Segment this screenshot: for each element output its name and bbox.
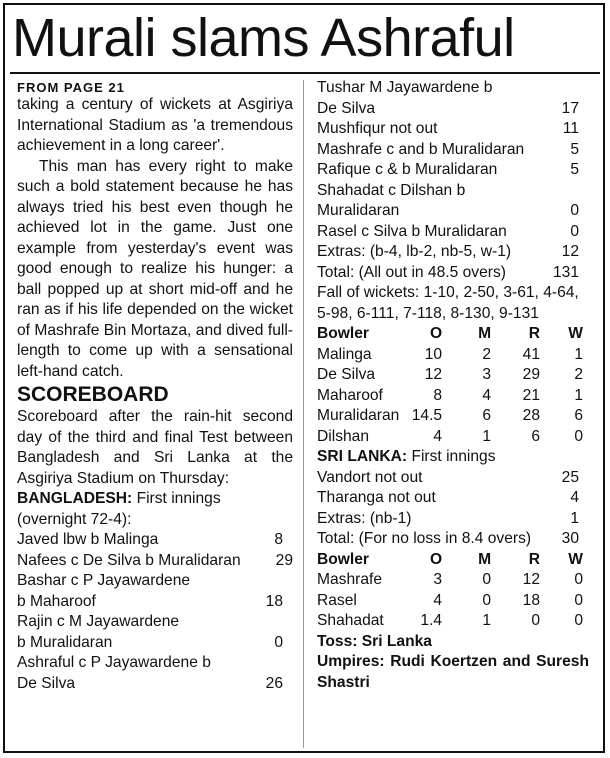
overs: 14.5 <box>411 407 443 424</box>
bowler: Mashrafe <box>317 571 383 588</box>
batting-row <box>317 488 589 509</box>
wickets: 1 <box>574 345 583 363</box>
paragraph-1: taking a century of wickets at Asgiriya International Stadium as 'a tremendous achievement in a long career'. <box>17 96 293 154</box>
scoreboard-intro: Scoreboard after the rain-hit second day of the third and final Test between Bangladesh and Sri Lanka at the Asgiriya Stadium on Thursday: <box>17 408 293 487</box>
paragraph-2: This man has every right to make such a bold statement because he has always tried his best even though he achieved lot in the game. Just one example from yesterday's event was good enough to realize his hunger: a ball popped up at short mid-off and he ran as if his life depended on the wicket of Mashrafe Bin Mortaza, and dived full-length to come up with a sensational left-hand catch. <box>17 157 293 380</box>
runs: 26 <box>265 674 283 692</box>
umpires: Umpires: Rudi Koertzen and Suresh Shastri <box>317 653 589 691</box>
runs: 0 <box>531 612 541 629</box>
batsman: Javed lbw b Malinga <box>17 531 159 548</box>
runs: 0 <box>570 222 579 240</box>
runs: 18 <box>522 591 541 609</box>
wickets: 6 <box>574 407 583 424</box>
headline: Murali slams Ashraful <box>12 8 515 68</box>
bowling-header-row <box>317 550 589 571</box>
maidens: 1 <box>482 427 492 445</box>
overs-header: O <box>429 325 443 342</box>
extras-label: Extras: (nb-1) <box>317 509 412 527</box>
column-divider <box>303 80 304 748</box>
total-runs: 30 <box>561 530 579 547</box>
runs: 21 <box>522 386 541 404</box>
batting-row <box>317 99 589 120</box>
wickets-header: W <box>568 325 583 342</box>
extras-row <box>317 242 589 263</box>
headline-rule <box>10 72 600 74</box>
maidens: 4 <box>482 386 492 404</box>
team-name: SRI LANKA: <box>317 448 408 465</box>
runs-header: R <box>528 325 541 342</box>
maidens: 0 <box>482 571 492 588</box>
runs: 8 <box>274 531 283 548</box>
overs: 10 <box>424 345 443 363</box>
runs: 0 <box>274 633 283 651</box>
bowling-row <box>317 365 589 386</box>
bowler-header: Bowler <box>317 550 369 568</box>
batting-row <box>317 119 589 140</box>
batting-row <box>317 201 589 222</box>
runs: 0 <box>570 202 579 219</box>
batsman: Rasel c Silva b Muralidaran <box>317 222 507 240</box>
bowling-header-row <box>317 324 589 345</box>
batting-row <box>17 530 293 551</box>
batsman: Nafees c De Silva b Muralidaran <box>17 551 241 569</box>
batsman: Rafique c & b Muralidaran <box>317 161 498 178</box>
wickets: 0 <box>574 591 583 609</box>
runs: 28 <box>522 407 541 424</box>
innings-label: First innings <box>411 448 496 465</box>
batsman: b Muralidaran <box>17 633 113 651</box>
batsman: b Maharoof <box>17 592 96 610</box>
overs: 12 <box>424 366 443 383</box>
runs: 25 <box>561 468 579 486</box>
runs: 5 <box>570 140 579 158</box>
right-column <box>317 78 589 693</box>
bowler: Maharoof <box>317 386 383 404</box>
bowling-row <box>317 570 589 591</box>
bowling-row <box>317 591 589 612</box>
batsman-line1: Rajin c M Jayawardene <box>17 613 180 630</box>
team-name: BANGLADESH: <box>17 490 133 507</box>
total-runs: 131 <box>552 263 579 281</box>
batsman: Mushfiqur not out <box>317 120 438 137</box>
batting-row <box>317 160 589 181</box>
wickets-header: W <box>568 550 583 568</box>
runs: 4 <box>570 489 579 506</box>
maidens: 2 <box>482 345 492 363</box>
maidens: 3 <box>482 366 492 383</box>
batsman: Vandort not out <box>317 468 423 486</box>
wickets: 0 <box>574 427 583 445</box>
bowling-row <box>317 386 589 407</box>
wickets: 0 <box>574 612 583 629</box>
extras-label: Extras: (b-4, lb-2, nb-5, w-1) <box>317 243 512 260</box>
batting-row <box>17 674 293 695</box>
batsman-line1: Bashar c P Jayawardene <box>17 572 191 589</box>
extras-runs: 1 <box>570 509 579 527</box>
from-page-label: FROM PAGE 21 <box>17 80 125 95</box>
runs: 17 <box>561 99 579 117</box>
batting-row <box>317 140 589 161</box>
bowler: Muralidaran <box>317 407 400 424</box>
batting-row <box>317 468 589 489</box>
bangladesh-bowling-table <box>317 324 589 447</box>
batsman-line1: Tushar M Jayawardene b <box>317 79 493 96</box>
batsman-line1: Ashraful c P Jayawardene b <box>17 654 211 671</box>
overs: 4 <box>433 591 443 609</box>
batsman: Muralidaran <box>317 202 400 219</box>
toss-result: Toss: Sri Lanka <box>317 632 432 650</box>
batting-row <box>17 551 293 572</box>
batsman: Tharanga not out <box>317 489 436 506</box>
batsman-line1: Shahadat c Dilshan b <box>317 181 466 199</box>
runs: 11 <box>562 120 579 137</box>
fall-of-wickets: Fall of wickets: 1-10, 2-50, 3-61, 4-64, 5-98, 6-111, 7-118, 8-130, 9-131 <box>317 284 579 322</box>
batting-row <box>17 633 293 654</box>
bowling-row <box>317 611 589 632</box>
runs: 29 <box>275 551 293 569</box>
overs: 4 <box>433 427 443 445</box>
bowler-header: Bowler <box>317 325 369 342</box>
overnight-score: (overnight 72-4): <box>17 510 132 528</box>
runs-header: R <box>528 550 541 568</box>
innings-label: First innings <box>136 490 221 507</box>
total-label: Total: (All out in 48.5 overs) <box>317 263 506 281</box>
bowling-row <box>317 427 589 448</box>
srilanka-bowling-table <box>317 550 589 632</box>
bowler: Rasel <box>317 591 357 609</box>
extras-runs: 12 <box>561 243 579 260</box>
bangladesh-innings-heading <box>17 489 293 510</box>
bowler: Dilshan <box>317 427 370 445</box>
bowler: De Silva <box>317 366 376 383</box>
scoreboard-heading: SCOREBOARD <box>17 383 169 406</box>
runs: 41 <box>522 345 541 363</box>
batsman: Mashrafe c and b Muralidaran <box>317 140 525 158</box>
wickets: 0 <box>574 571 583 588</box>
runs: 12 <box>522 571 541 588</box>
maidens: 6 <box>482 407 492 424</box>
runs: 6 <box>531 427 541 445</box>
bowler: Shahadat <box>317 612 384 629</box>
runs: 18 <box>265 592 283 610</box>
overs: 1.4 <box>420 612 443 629</box>
maidens: 1 <box>482 612 492 629</box>
batsman: De Silva <box>17 674 76 692</box>
maidens-header: M <box>478 550 492 568</box>
batting-row <box>17 592 293 613</box>
srilanka-innings-heading <box>317 447 589 468</box>
runs: 5 <box>570 161 579 178</box>
overs: 8 <box>433 386 443 404</box>
wickets: 1 <box>574 386 583 404</box>
wickets: 2 <box>574 366 583 383</box>
bowler: Malinga <box>317 345 372 363</box>
bowling-row <box>317 406 589 427</box>
total-row <box>317 529 589 550</box>
total-row <box>317 263 589 284</box>
total-label: Total: (For no loss in 8.4 overs) <box>317 530 532 547</box>
left-column <box>17 80 293 694</box>
maidens: 0 <box>482 591 492 609</box>
batsman: De Silva <box>317 99 376 117</box>
overs: 3 <box>433 571 443 588</box>
runs: 29 <box>522 366 541 383</box>
maidens-header: M <box>478 325 492 342</box>
overs-header: O <box>429 550 443 568</box>
batting-row <box>317 222 589 243</box>
extras-row <box>317 509 589 530</box>
bowling-row <box>317 345 589 366</box>
